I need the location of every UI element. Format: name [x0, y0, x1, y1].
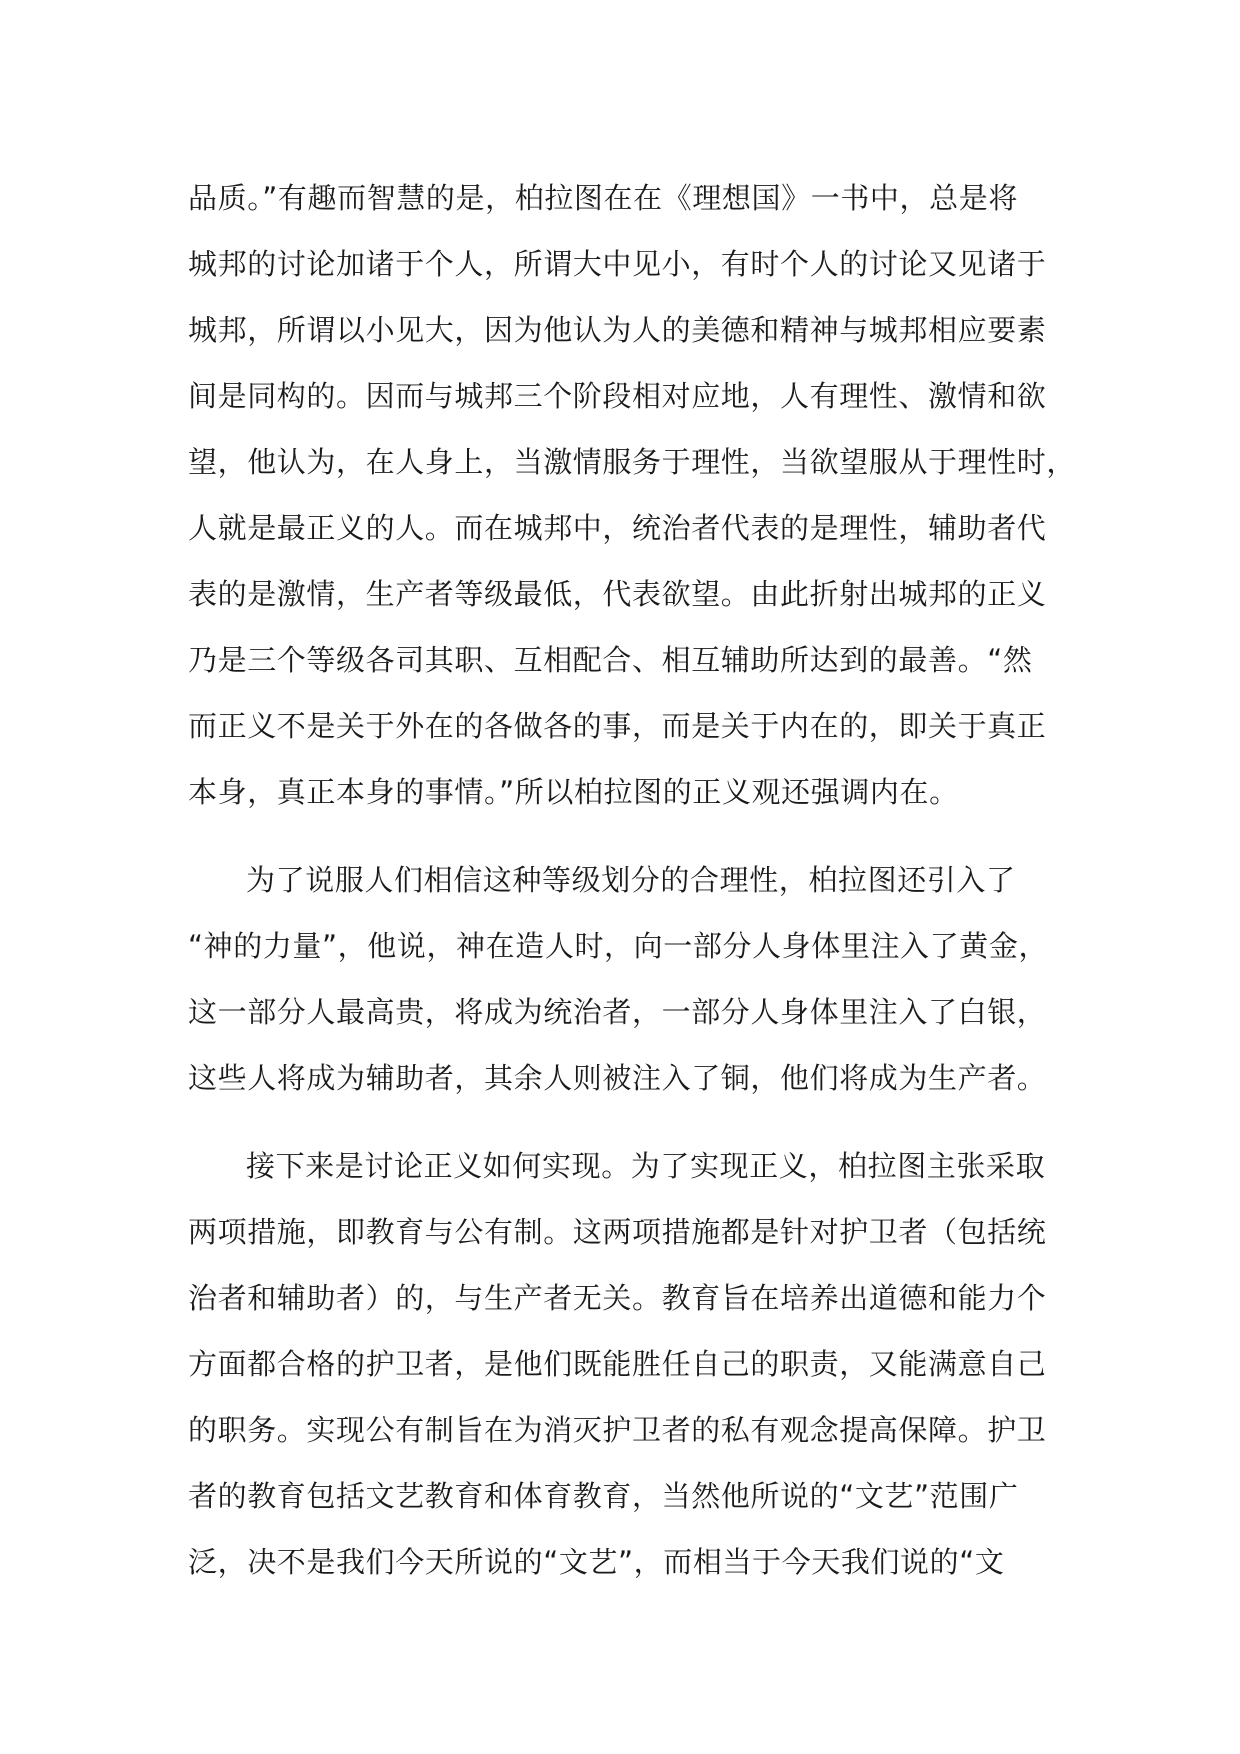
paragraph	[188, 165, 1077, 825]
text-line: 城邦，所谓以小见大，因为他认为人的美德和精神与城邦相应要素	[188, 313, 1047, 347]
text-line: 接下来是讨论正义如何实现。为了实现正义，柏拉图主张采取	[246, 1149, 1046, 1183]
text-line: 间是同构的。因而与城邦三个阶段相对应地，人有理性、激情和欲	[188, 379, 1047, 413]
document-body	[188, 165, 1077, 1595]
paragraph-spacer	[188, 825, 1058, 847]
paragraph-spacer	[188, 1111, 1058, 1133]
text-line: 乃是三个等级各司其职、互相配合、相互辅助所达到的最善。“然	[188, 643, 1033, 677]
text-line: 望，他认为，在人身上，当激情服务于理性，当欲望服从于理性时，	[188, 445, 1077, 479]
text-line: 这些人将成为辅助者，其余人则被注入了铜，他们将成为生产者。	[188, 1061, 1047, 1095]
text-line: “神的力量”，他说，神在造人时，向一部分人身体里注入了黄金，	[188, 929, 1049, 963]
text-line: 方面都合格的护卫者，是他们既能胜任自己的职责，又能满意自己	[188, 1347, 1047, 1381]
paragraph	[188, 847, 1058, 1111]
text-line: 人就是最正义的人。而在城邦中，统治者代表的是理性，辅助者代	[188, 511, 1047, 545]
text-line: 两项措施，即教育与公有制。这两项措施都是针对护卫者（包括统	[188, 1215, 1047, 1249]
text-line: 这一部分人最高贵，将成为统治者，一部分人身体里注入了白银，	[188, 995, 1047, 1029]
text-line: 表的是激情，生产者等级最低，代表欲望。由此折射出城邦的正义	[188, 577, 1047, 611]
text-line: 品质。”有趣而智慧的是，柏拉图在在《理想国》一书中，总是将	[188, 181, 1018, 215]
paragraph	[188, 1133, 1058, 1595]
text-line: 为了说服人们相信这种等级划分的合理性，柏拉图还引入了	[246, 863, 1016, 897]
text-line: 治者和辅助者）的，与生产者无关。教育旨在培养出道德和能力个	[188, 1281, 1047, 1315]
text-line: 者的教育包括文艺教育和体育教育，当然他所说的“文艺”范围广	[188, 1479, 1019, 1513]
text-line: 的职务。实现公有制旨在为消灭护卫者的私有观念提高保障。护卫	[188, 1413, 1047, 1447]
text-line: 城邦的讨论加诸于个人，所谓大中见小，有时个人的讨论又见诸于	[188, 247, 1047, 281]
text-line: 泛，决不是我们今天所说的“文艺”，而相当于今天我们说的“文	[188, 1545, 1005, 1579]
text-line: 而正义不是关于外在的各做各的事，而是关于内在的，即关于真正	[188, 709, 1047, 743]
text-line: 本身，真正本身的事情。”所以柏拉图的正义观还强调内在。	[188, 775, 959, 809]
